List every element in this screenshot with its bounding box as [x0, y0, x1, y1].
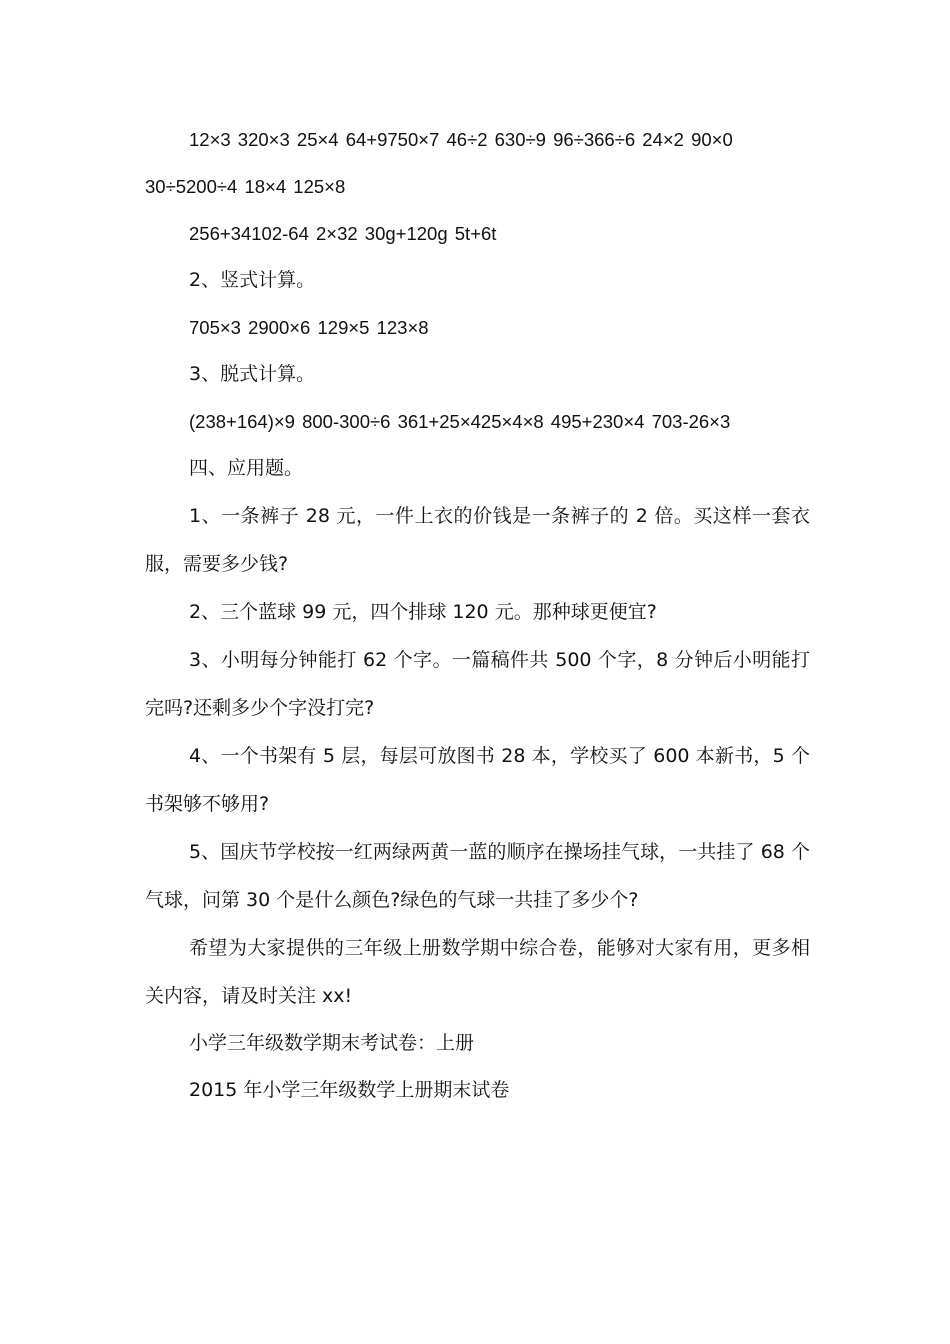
- application-question-1: 1、一条裤子 28 元，一件上衣的价钱是一条裤子的 2 倍。买这样一套衣服，需要多少钱?: [145, 505, 810, 575]
- related-article-link-2[interactable]: 2015 年小学三年级数学上册期末试卷: [189, 1079, 510, 1101]
- section-heading-stepwise-calculation: 3、脱式计算。: [189, 363, 316, 385]
- application-question-4: 4、一个书架有 5 层，每层可放图书 28 本，学校买了 600 本新书，5 个书架够不够用?: [145, 745, 810, 815]
- application-question-5: 5、国庆节学校按一红两绿两黄一蓝的顺序在操场挂气球，一共挂了 68 个气球，问第 30 个是什么颜色?绿色的气球一共挂了多少个?: [145, 841, 810, 911]
- closing-paragraph: 希望为大家提供的三年级上册数学期中综合卷，能够对大家有用，更多相关内容，请及时关注 xx!: [145, 937, 810, 1007]
- application-question-2: 2、三个蓝球 99 元，四个排球 120 元。那种球更便宜?: [189, 601, 657, 623]
- vertical-calculation-problems: 705×3 2900×6 129×5 123×8: [189, 317, 429, 338]
- document-body: [145, 116, 810, 1114]
- stepwise-calculation-problems: (238+164)×9 800-300÷6 361+25×425×4×8 495+230×4 703-26×3: [189, 411, 731, 432]
- section-heading-vertical-calculation: 2、竖式计算。: [189, 269, 316, 291]
- oral-calculation-line-1: 12×3 320×3 25×4 64+9750×7 46÷2 630÷9 96÷366÷6 24×2 90×0 30÷5200÷4 18×4 125×8: [145, 129, 733, 197]
- oral-calculation-line-2: 256+34102-64 2×32 30g+120g 5t+6t: [189, 223, 497, 244]
- related-article-link-1[interactable]: 小学三年级数学期末考试卷：上册: [189, 1032, 475, 1054]
- section-heading-application-problems: 四、应用题。: [189, 457, 304, 479]
- application-question-3: 3、小明每分钟能打 62 个字。一篇稿件共 500 个字，8 分钟后小明能打完吗?还剩多少个字没打完?: [145, 649, 810, 719]
